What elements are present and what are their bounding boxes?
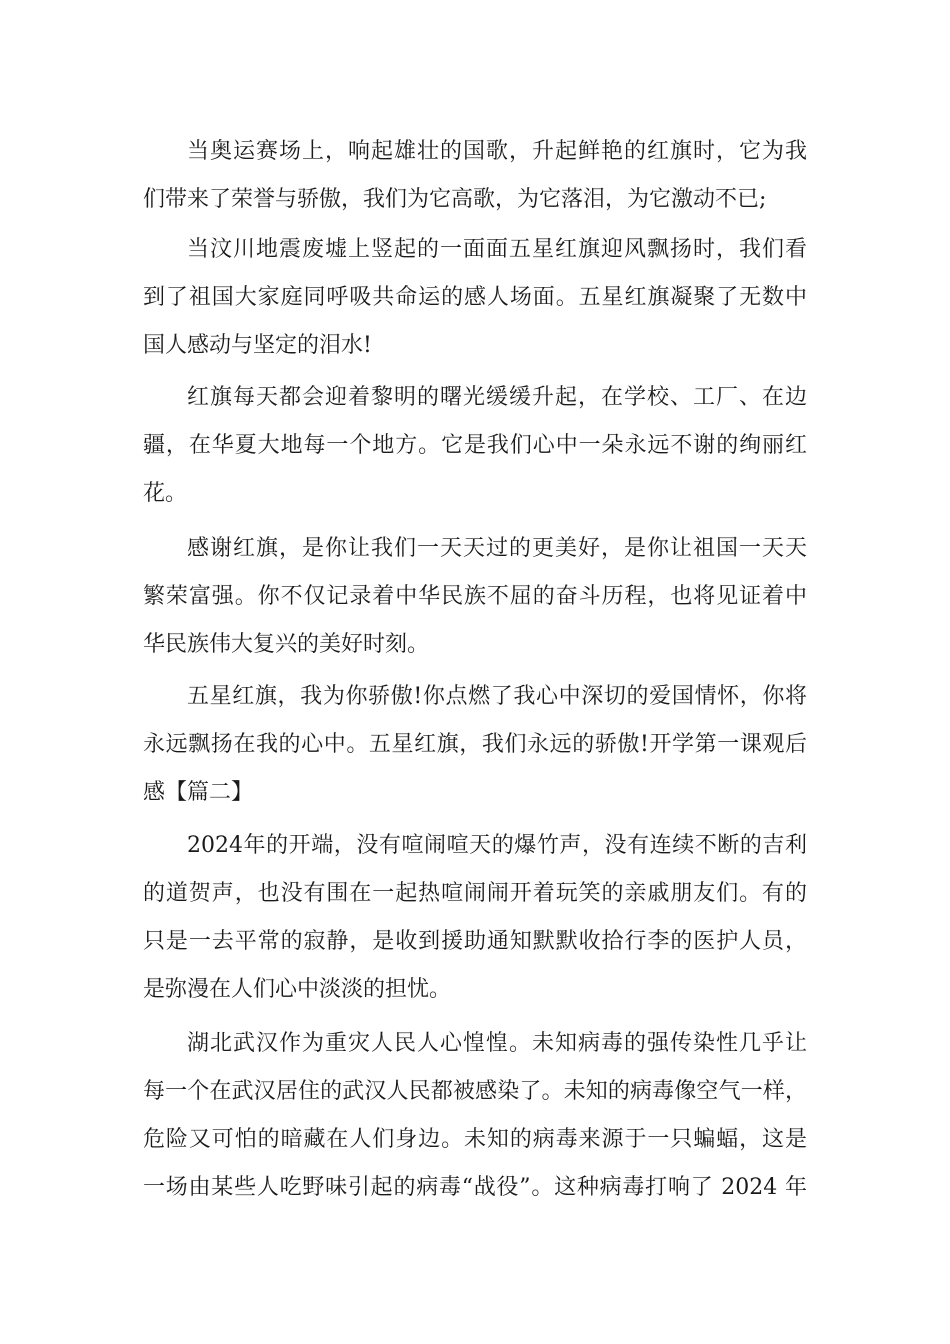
text-line: 永远飘扬在我的心中。五星红旗，我们永远的骄傲!开学第一课观后 xyxy=(143,732,807,757)
text-line: 五星红旗，我为你骄傲!你点燃了我心中深切的爱国情怀，你将 xyxy=(187,684,807,709)
text-line: 红旗每天都会迎着黎明的曙光缓缓升起，在学校、工厂、在边 xyxy=(187,385,807,410)
text-line: 繁荣富强。你不仅记录着中华民族不屈的奋斗历程，也将见证着中 xyxy=(143,584,807,609)
text-line: 疆，在华夏大地每一个地方。它是我们心中一朵永远不谢的绚丽红 xyxy=(143,433,807,458)
text-line: 是弥漫在人们心中淡淡的担忧。 xyxy=(143,977,452,1002)
text-line: 花。 xyxy=(143,481,188,506)
paragraph xyxy=(143,525,807,669)
text-line: 到了祖国大家庭同呼吸共命运的感人场面。五星红旗凝聚了无数中 xyxy=(143,285,807,310)
text-line: 一场由某些人吃野味引起的病毒“战役”。这种病毒打响了 2024 年 xyxy=(143,1175,807,1200)
text-line: 们带来了荣誉与骄傲，我们为它高歌，为它落泪，为它激动不已; xyxy=(143,187,767,212)
text-line: 感谢红旗，是你让我们一天天过的更美好，是你让祖国一天天 xyxy=(187,536,807,561)
text-line: 每一个在武汉居住的武汉人民都被感染了。未知的病毒像空气一样， xyxy=(143,1079,807,1104)
text-line: 感【篇二】 xyxy=(143,780,254,805)
text-line: 2024年的开端，没有喧闹喧天的爆竹声，没有连续不断的吉利 xyxy=(187,833,807,858)
paragraph xyxy=(143,226,807,370)
paragraph xyxy=(143,1020,807,1212)
text-line: 的道贺声，也没有围在一起热喧闹闹开着玩笑的亲戚朋友们。有的 xyxy=(143,881,807,906)
text-line: 当奥运赛场上，响起雄壮的国歌，升起鲜艳的红旗时，它为我 xyxy=(187,139,807,164)
text-line: 华民族伟大复兴的美好时刻。 xyxy=(143,632,430,657)
paragraph xyxy=(143,128,807,224)
text-line: 只是一去平常的寂静，是收到援助通知默默收拾行李的医护人员， xyxy=(143,929,807,954)
text-line: 国人感动与坚定的泪水! xyxy=(143,333,372,358)
paragraph xyxy=(143,822,807,1014)
text-line: 危险又可怕的暗藏在人们身边。未知的病毒来源于一只蝙蝠，这是 xyxy=(143,1127,807,1152)
paragraph xyxy=(143,374,807,518)
text-line: 当汶川地震废墟上竖起的一面面五星红旗迎风飘扬时，我们看 xyxy=(187,237,807,262)
text-line: 湖北武汉作为重灾人民人心惶惶。未知病毒的强传染性几乎让 xyxy=(187,1031,807,1056)
paragraph xyxy=(143,673,807,817)
